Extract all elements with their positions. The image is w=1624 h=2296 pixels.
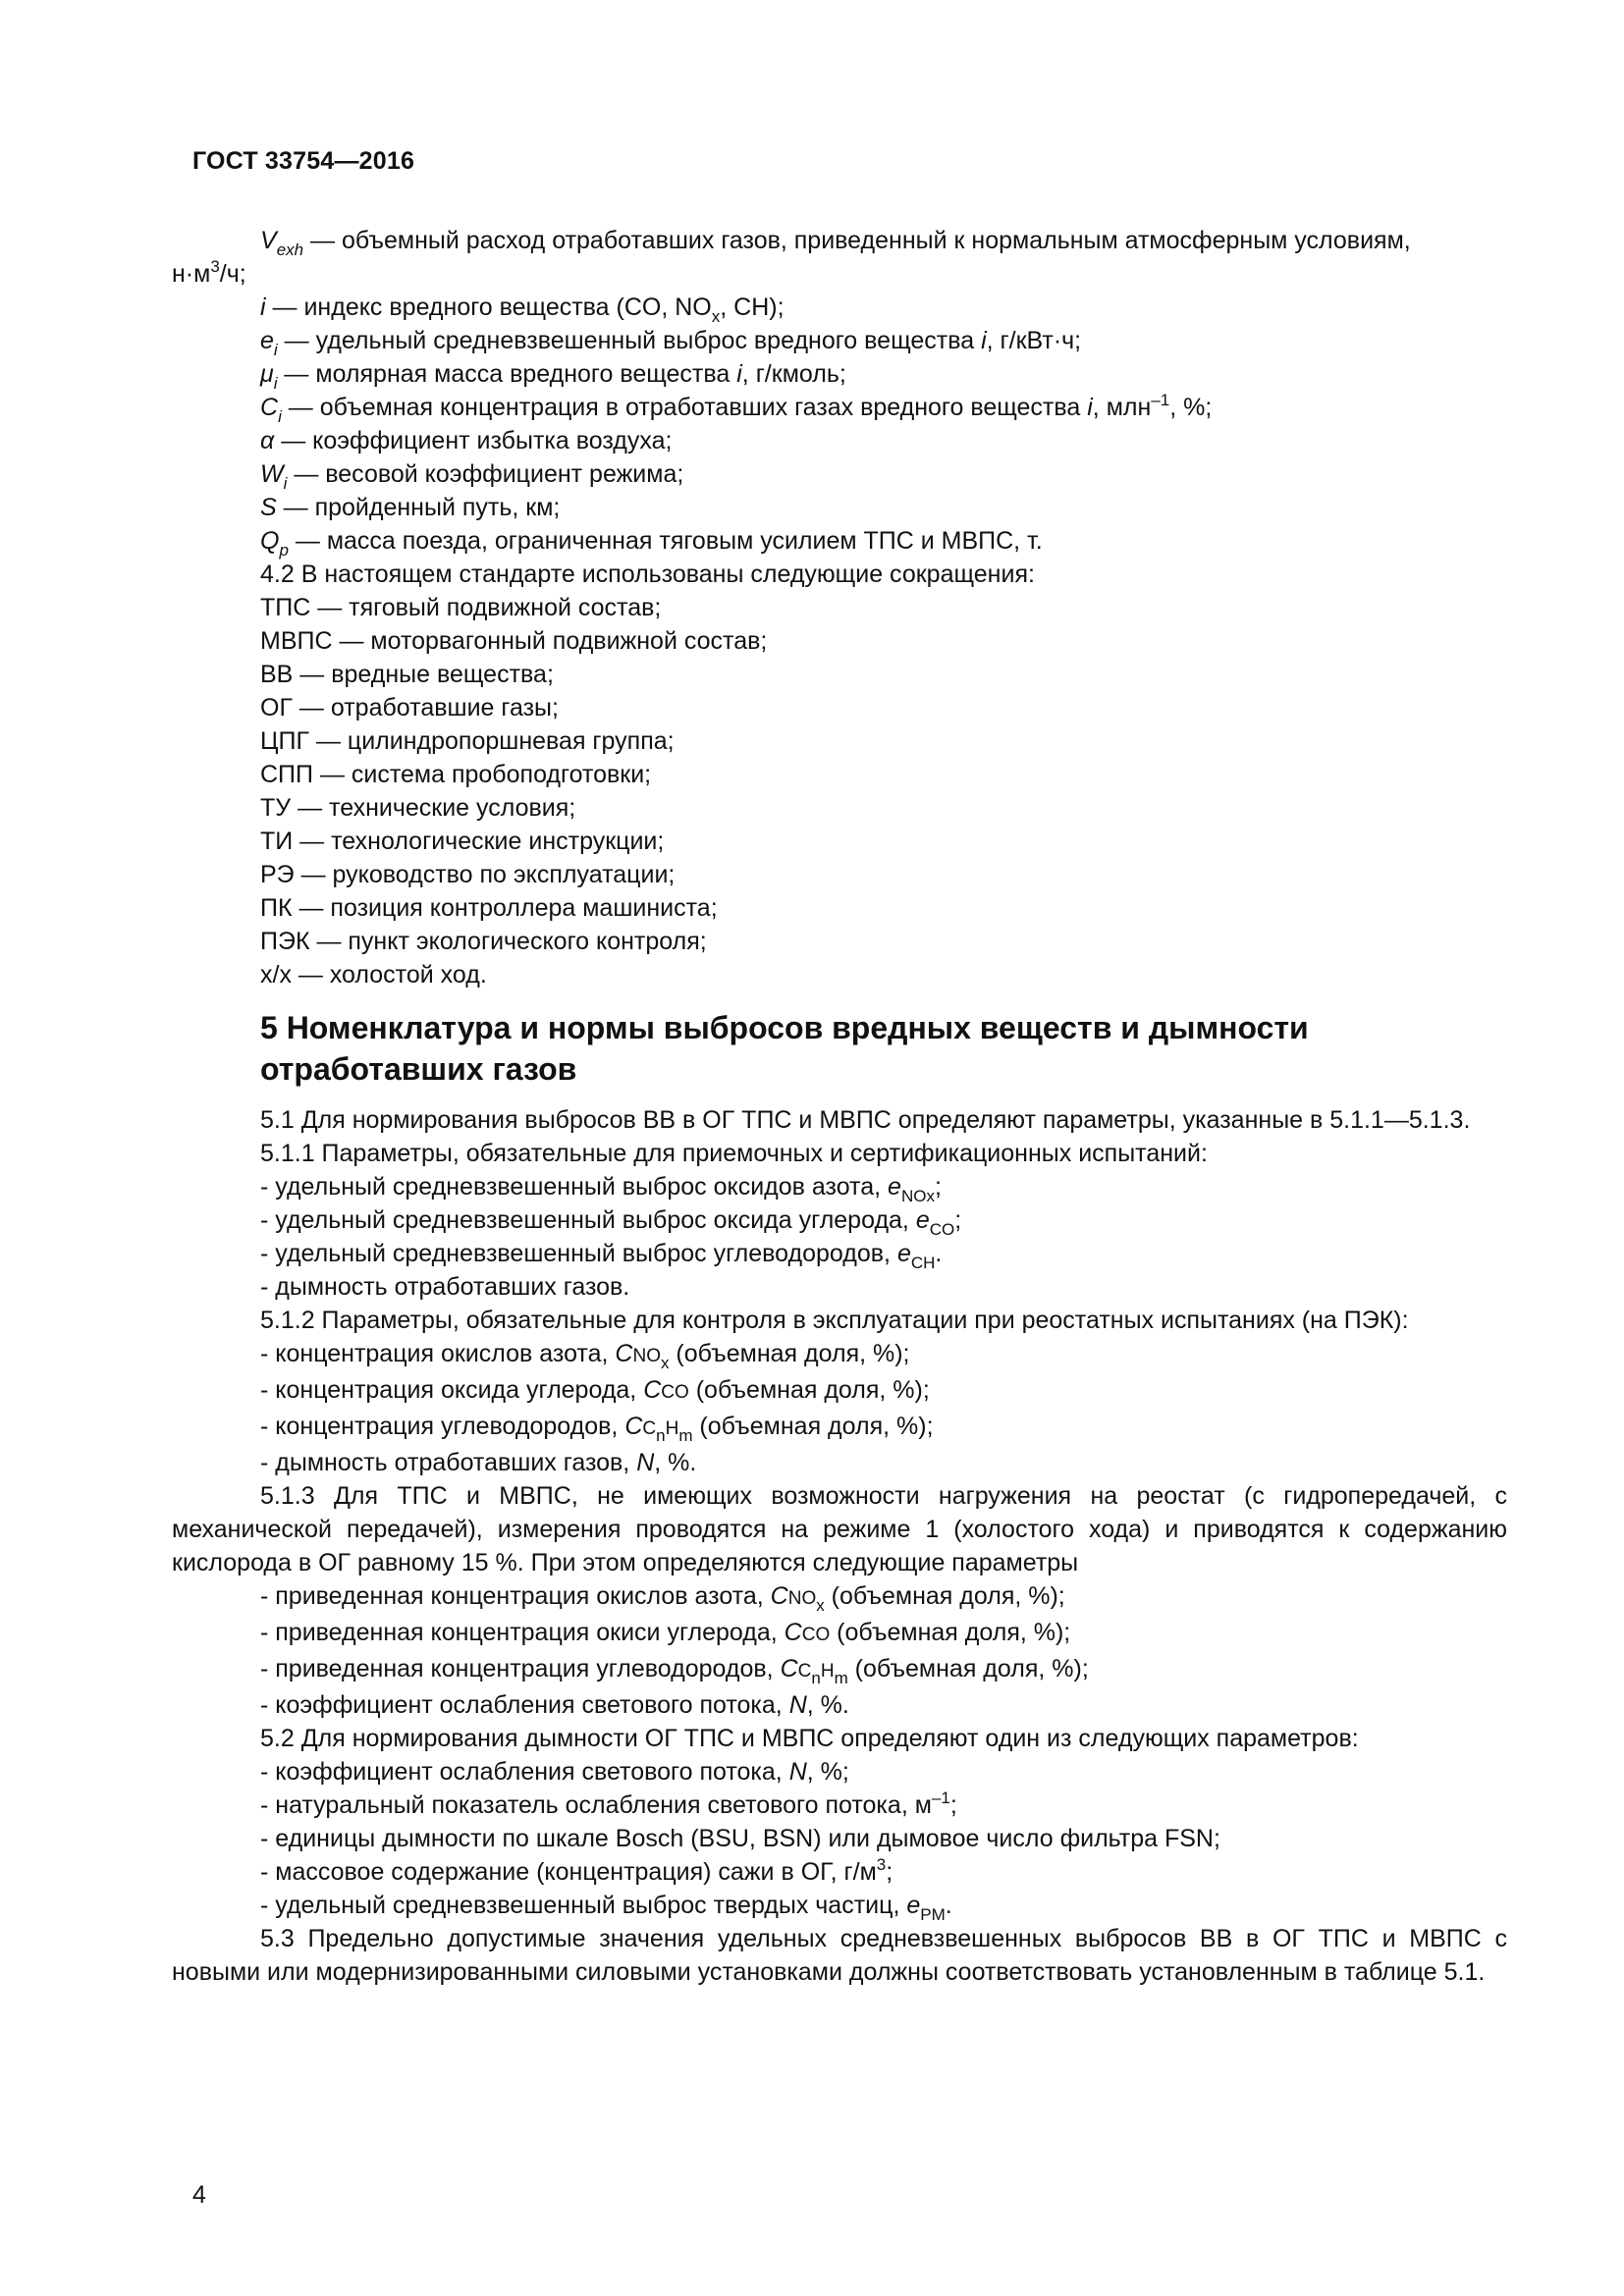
symbol-vexh-cont: [172, 257, 1507, 291]
item-main: C: [642, 1418, 657, 1439]
symbol-text: — пройденный путь, км;: [276, 494, 561, 521]
symbol-text: — объемный расход отработавших газов, приведенный к нормальным атмосферным условиям,: [303, 227, 1411, 254]
paragraph-5-1-2: 5.1.2 Параметры, обязательные для контроля в эксплуатации при реостатных испытаниях (на ПЭК):: [260, 1307, 1409, 1334]
item-text: - коэффициент ослабления светового потока,: [260, 1691, 789, 1719]
symbol-var: μ: [260, 360, 274, 388]
list-item: [172, 1579, 1507, 1616]
abbreviation-item: ПК — позиция контроллера машиниста;: [260, 894, 718, 922]
symbol-var: i: [260, 294, 266, 321]
page-number: 4: [192, 2181, 206, 2209]
abbreviation-item: ОГ — отработавшие газы;: [260, 694, 559, 721]
item-text: - коэффициент ослабления светового потока,: [260, 1758, 789, 1786]
symbol-var: C: [260, 394, 279, 421]
item-end: (объемная доля, %);: [830, 1619, 1071, 1646]
document-body: [172, 224, 1507, 1989]
abbreviation-item: МВПС — моторвагонный подвижной состав;: [260, 627, 768, 655]
symbol-sub: i: [273, 341, 278, 359]
abbreviation-item: СПП — система пробоподготовки;: [260, 761, 652, 788]
list-item: [172, 1170, 1507, 1203]
item-main: CO: [801, 1625, 831, 1645]
document-header: ГОСТ 33754—2016: [192, 147, 415, 175]
item-end: , %.: [806, 1691, 849, 1719]
item-sub: m: [678, 1426, 693, 1445]
item-var: N: [788, 1691, 807, 1719]
item-var: C: [624, 1413, 643, 1440]
item-end: ;: [934, 1173, 942, 1201]
symbol-ei: [172, 324, 1507, 357]
list-item: [172, 1373, 1507, 1410]
item-var: C: [615, 1340, 633, 1367]
item-var: e: [915, 1206, 930, 1234]
item-main: C: [797, 1661, 812, 1682]
symbol-sub: i: [273, 374, 278, 393]
list-item: [172, 1237, 1507, 1270]
item-text: - единицы дымности по шкале Bosch (BSU, BSN) или дымовое число фильтра FSN;: [260, 1825, 1220, 1852]
symbol-sub: exh: [276, 240, 304, 259]
abbreviations-intro: 4.2 В настоящем стандарте использованы следующие сокращения:: [260, 561, 1035, 588]
symbol-text: — объемная концентрация в отработавших газах вредного вещества: [281, 394, 1088, 421]
abbreviation-item: РЭ — руководство по эксплуатации;: [260, 861, 676, 888]
section-heading: [172, 1007, 1507, 1090]
symbol-mui: [172, 357, 1507, 391]
symbol-text: н·м: [172, 260, 211, 288]
symbol-var: i: [1087, 394, 1093, 421]
item-sub: CO: [929, 1220, 955, 1239]
symbol-text: /ч;: [219, 260, 246, 288]
item-text: - концентрация окислов азота,: [260, 1340, 616, 1367]
item-text: - концентрация углеводородов,: [260, 1413, 625, 1440]
symbol-text: — индекс вредного вещества (CO, NO: [265, 294, 712, 321]
item-end: ;: [954, 1206, 962, 1234]
abbreviation-item: ТИ — технологические инструкции;: [260, 828, 665, 855]
item-sub: n: [656, 1426, 666, 1445]
item-text: - приведенная концентрация окислов азота,: [260, 1582, 771, 1610]
symbol-i: [172, 291, 1507, 324]
symbol-qp: [172, 524, 1507, 558]
item-var: C: [643, 1376, 662, 1404]
paragraph-5-1-3: 5.1.3 Для ТПС и МВПС, не имеющих возможности нагружения на реостат (с гидропередачей, с механической передачей), измерения проводятся на режиме 1 (холостого хода) и приводятся к содержанию кислорода в ОГ равному 15 %. При этом определяются следующие параметры: [172, 1482, 1507, 1576]
symbol-s: [172, 491, 1507, 524]
paragraph-5-3: 5.3 Предельно допустимые значения удельных средневзвешенных выбросов ВВ в ОГ ТПС и МВПС с новыми или модернизированными силовыми установками должны соответствовать установленным в таблице 5.1.: [172, 1925, 1507, 1986]
list-item: [172, 1755, 1507, 1789]
symbol-var: i: [981, 327, 987, 354]
item-sub: m: [834, 1669, 848, 1687]
item-end: (объемная доля, %);: [824, 1582, 1065, 1610]
symbol-var: i: [736, 360, 742, 388]
item-end: ;: [949, 1791, 957, 1819]
symbol-var: α: [260, 427, 275, 454]
symbol-wi: [172, 457, 1507, 491]
paragraph-5-1: 5.1 Для нормирования выбросов ВВ в ОГ ТПС и МВПС определяют параметры, указанные в 5.1.1—5.1.3.: [260, 1106, 1471, 1134]
list-item: [172, 1789, 1507, 1822]
section-heading-line: 5 Номенклатура и нормы выбросов вредных веществ и дымности: [260, 1010, 1309, 1045]
item-sub: x: [816, 1596, 825, 1615]
abbreviation-item: х/х — холостой ход.: [260, 961, 487, 988]
abbreviation-item: ТПС — тяговый подвижной состав;: [260, 594, 662, 621]
item-var: e: [896, 1240, 911, 1267]
list-item: [172, 1688, 1507, 1722]
symbol-text: — коэффициент избытка воздуха;: [274, 427, 673, 454]
abbreviation-item: ТУ — технические условия;: [260, 794, 576, 822]
symbol-var: Q: [260, 527, 280, 555]
list-item: [172, 1410, 1507, 1446]
item-end: ;: [886, 1858, 893, 1886]
item-sup: 3: [876, 1855, 887, 1874]
item-var: N: [788, 1758, 807, 1786]
list-item: [172, 1446, 1507, 1479]
item-end: .: [935, 1240, 943, 1267]
section-heading-line: отработавших газов: [260, 1051, 577, 1087]
item-var: e: [906, 1892, 921, 1919]
list-item: [172, 1822, 1507, 1855]
symbol-vexh: [172, 224, 1507, 257]
symbol-sup: –1: [1151, 391, 1170, 409]
symbol-var: S: [260, 494, 277, 521]
item-text: - приведенная концентрация углеводородов,: [260, 1655, 781, 1682]
paragraph-5-1-1: 5.1.1 Параметры, обязательные для приемочных и сертификационных испытаний:: [260, 1140, 1208, 1167]
symbol-text: — весовой коэффициент режима;: [287, 460, 684, 488]
item-text: - удельный средневзвешенный выброс твердых частиц,: [260, 1892, 907, 1919]
item-var: C: [780, 1655, 798, 1682]
item-var: C: [784, 1619, 802, 1646]
item-sub: PM: [920, 1905, 946, 1924]
item-main: NO: [632, 1346, 661, 1366]
item-text: - дымность отработавших газов,: [260, 1449, 637, 1476]
symbol-var: e: [260, 327, 274, 354]
item-text: - удельный средневзвешенный выброс оксида углерода,: [260, 1206, 916, 1234]
item-sub: NOx: [900, 1187, 935, 1205]
list-item: [172, 1616, 1507, 1652]
item-end: (объемная доля, %);: [688, 1376, 930, 1404]
symbol-sub: i: [283, 474, 288, 493]
symbol-text: — масса поезда, ограниченная тяговым усилием ТПС и МВПС, т.: [288, 527, 1043, 555]
item-main: CO: [661, 1382, 689, 1403]
item-text: - концентрация оксида углерода,: [260, 1376, 644, 1404]
item-text: - дымность отработавших газов.: [260, 1273, 630, 1301]
item-text: - приведенная концентрация окиси углерода,: [260, 1619, 785, 1646]
abbreviation-item: ПЭК — пункт экологического контроля;: [260, 928, 707, 955]
item-main: NO: [787, 1588, 817, 1609]
item-end: (объемная доля, %);: [692, 1413, 934, 1440]
item-end: (объемная доля, %);: [669, 1340, 910, 1367]
item-end: , %;: [806, 1758, 849, 1786]
item-sup: –1: [931, 1789, 950, 1807]
item-sub: n: [811, 1669, 821, 1687]
symbol-text: , %;: [1169, 394, 1213, 421]
abbreviation-item: ВВ — вредные вещества;: [260, 661, 554, 688]
item-main: H: [665, 1418, 679, 1439]
item-var: N: [636, 1449, 655, 1476]
symbol-var: W: [260, 460, 284, 488]
item-main: H: [820, 1661, 835, 1682]
symbol-text: , млн: [1092, 394, 1152, 421]
symbol-text: , CH);: [720, 294, 785, 321]
symbol-sub: p: [279, 541, 289, 560]
paragraph-5-2: 5.2 Для нормирования дымности ОГ ТПС и МВПС определяют один из следующих параметров:: [260, 1725, 1359, 1752]
symbol-text: , г/кмоль;: [741, 360, 846, 388]
symbol-sub: i: [278, 407, 282, 426]
symbol-sub: x: [711, 307, 721, 326]
item-sub: x: [660, 1354, 670, 1372]
item-var: C: [770, 1582, 788, 1610]
item-end: , %.: [654, 1449, 697, 1476]
abbreviation-item: ЦПГ — цилиндропоршневая группа;: [260, 727, 675, 755]
list-item: [172, 1652, 1507, 1688]
list-item: [172, 1337, 1507, 1373]
symbol-sup: 3: [210, 257, 220, 276]
item-text: - удельный средневзвешенный выброс оксидов азота,: [260, 1173, 889, 1201]
symbol-var: V: [260, 227, 277, 254]
item-text: - удельный средневзвешенный выброс углеводородов,: [260, 1240, 897, 1267]
symbol-alpha: [172, 424, 1507, 457]
symbol-text: — удельный средневзвешенный выброс вредного вещества: [277, 327, 982, 354]
item-text: - массовое содержание (концентрация) сажи в ОГ, г/м: [260, 1858, 877, 1886]
symbol-text: , г/кВт·ч;: [986, 327, 1082, 354]
item-var: e: [888, 1173, 901, 1201]
item-text: - натуральный показатель ослабления светового потока, м: [260, 1791, 932, 1819]
item-end: (объемная доля, %);: [847, 1655, 1089, 1682]
symbol-text: — молярная масса вредного вещества: [277, 360, 737, 388]
item-sub: CH: [910, 1254, 936, 1272]
list-item: [172, 1203, 1507, 1237]
list-item: [172, 1270, 1507, 1304]
list-item: [172, 1855, 1507, 1889]
symbol-ci: [172, 391, 1507, 424]
item-end: .: [945, 1892, 952, 1919]
list-item: [172, 1889, 1507, 1922]
